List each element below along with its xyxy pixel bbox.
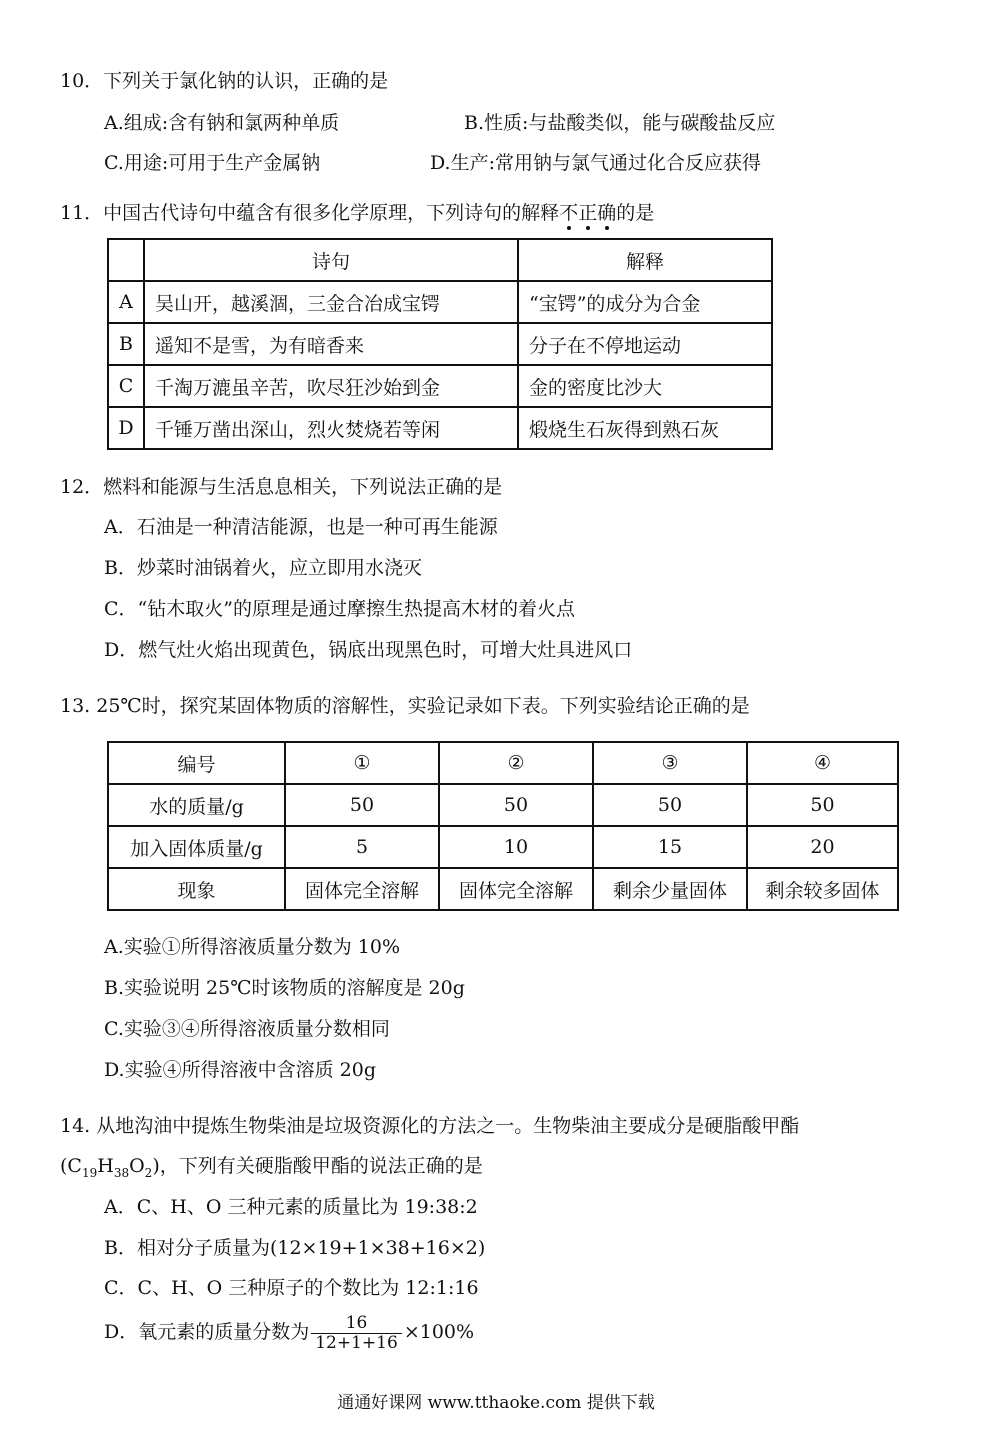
q13-option-c: C.实验③④所得溶液质量分数相同 xyxy=(104,1018,390,1040)
q14-option-a: A．C、H、O 三种元素的质量比为 19:38:2 xyxy=(104,1196,478,1218)
q12-option-d: D．燃气灶火焰出现黄色，锅底出现黑色时，可增大灶具进风口 xyxy=(104,639,633,661)
table-row: B 遥知不是雪，为有暗香来 分子在不停地运动 xyxy=(108,323,772,365)
q13-option-d: D.实验④所得溶液中含溶质 20g xyxy=(104,1059,376,1081)
q13-table xyxy=(107,741,899,911)
q14-option-c: C．C、H、O 三种原子的个数比为 12:1:16 xyxy=(104,1277,479,1299)
q12-stem: 12．燃料和能源与生活息息相关，下列说法正确的是 xyxy=(60,476,503,498)
q10-option-d: D.生产:常用钠与氯气通过化合反应获得 xyxy=(430,152,761,174)
q10-option-c: C.用途:可用于生产金属钠 xyxy=(104,152,321,174)
q12-option-a: A．石油是一种清洁能源，也是一种可再生能源 xyxy=(104,516,498,538)
table-row: A 吴山开，越溪涸，三金合冶成宝锷 “宝锷”的成分为合金 xyxy=(108,281,772,323)
fraction: $\frac{16}{12+1+16}$ xyxy=(311,1314,402,1352)
q10-stem: 10．下列关于氯化钠的认识，正确的是 xyxy=(60,70,389,92)
table-row: D 千锤万凿出深山，烈火焚烧若等闲 煅烧生石灰得到熟石灰 xyxy=(108,407,772,449)
q14-formula-line: $(C_{19}H_{38}O_2)$，下列有关硬脂酸甲酯的说法正确的是 xyxy=(60,1155,483,1180)
table-row: 编号 ① ② ③ ④ xyxy=(108,742,898,784)
table-row: C 千淘万漉虽辛苦，吹尽狂沙始到金 金的密度比沙大 xyxy=(108,365,772,407)
q11-stem: 11．中国古代诗句中蕴含有很多化学原理，下列诗句的解释不正确的是 xyxy=(60,202,655,224)
q14-stem: 14. 从地沟油中提炼生物柴油是垃圾资源化的方法之一。生物柴油主要成分是硬脂酸甲酯 xyxy=(60,1115,800,1137)
q11-table: 诗句 解释 A 吴山开，越溪涸，三金合冶成宝锷 “宝锷”的成分为合金 B 遥知不是雪，为有暗香来 分子在不停地运动 C 千淘万漉虽辛苦，吹尽狂沙始到金 金的密度比沙大 D 千锤万凿出深山，烈火焚烧若等闲 煅烧生石灰得到熟石灰 xyxy=(107,238,773,450)
table-row: 现象 固体完全溶解 固体完全溶解 剩余少量固体 剩余较多固体 xyxy=(108,868,898,910)
q10-option-b: B.性质:与盐酸类似，能与碳酸盐反应 xyxy=(464,112,776,134)
q13-option-a: A.实验①所得溶液质量分数为 10% xyxy=(104,936,401,958)
q13-option-b: B.实验说明 25℃时该物质的溶解度是 20g xyxy=(104,977,465,999)
footer: 通通好课网 www.tthaoke.com 提供下载 xyxy=(337,1393,655,1413)
table-row: 水的质量/g 50 50 50 50 xyxy=(108,784,898,826)
q12-option-b: B．炒菜时油锅着火，应立即用水浇灭 xyxy=(104,557,422,579)
q13-stem: 13. 25℃时，探究某固体物质的溶解性，实验记录如下表。下列实验结论正确的是 xyxy=(60,695,750,717)
q10-option-a: A.组成:含有钠和氯两种单质 xyxy=(104,112,340,134)
q12-option-c: C．“钻木取火”的原理是通过摩擦生热提高木材的着火点 xyxy=(104,598,575,620)
table-row: 加入固体质量/g 5 10 15 20 xyxy=(108,826,898,868)
q14-option-d: D．氧元素的质量分数为 $\frac{16}{12+1+16}$ ×100% xyxy=(104,1313,475,1353)
q14-option-b: B．相对分子质量为(12×19+1×38+16×2) xyxy=(104,1237,486,1259)
